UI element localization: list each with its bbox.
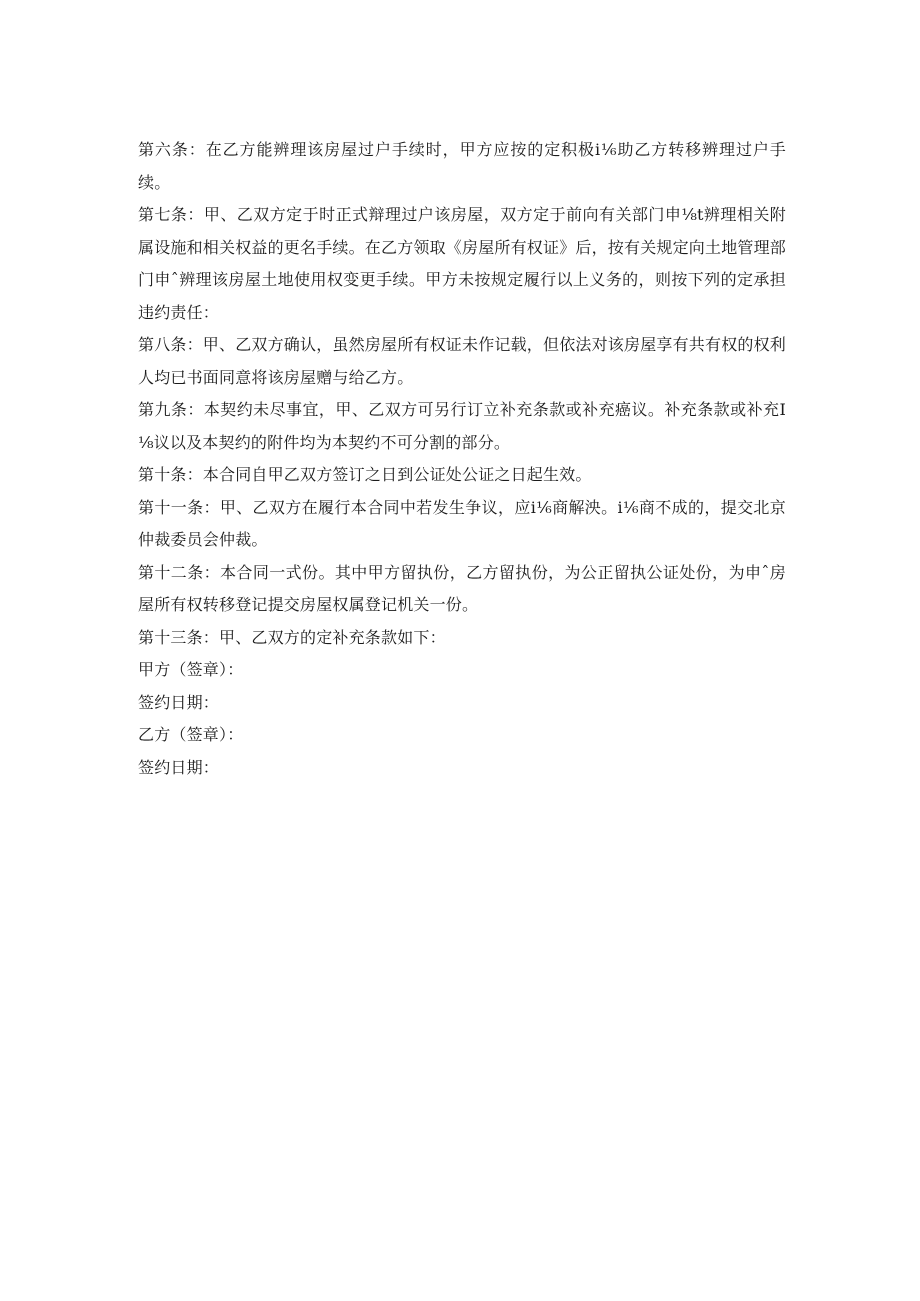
article-13-paragraph: 第十三条：甲、乙双方的定补充条款如下： [138, 627, 446, 647]
document-body [138, 134, 786, 784]
article-9-paragraph: 第九条：本契约未尽事宜，甲、乙双方可另行订立补充条款或补充癌议。补充条款或补充I⅛议以及本契约的附件均为本契约不可分割的部分。 [138, 400, 786, 452]
party-b-date-line: 签约日期： [138, 757, 220, 777]
article-6-paragraph: 第六条：在乙方能辨理该房屋过户手续时，甲方应按的定积极i⅙助乙方转移辨理过户手续。 [138, 140, 786, 192]
article-10-paragraph: 第十条：本合同自甲乙双方签订之日到公证处公证之日起生效。 [138, 465, 592, 484]
article-8-paragraph: 第八条：甲、乙双方确认，虽然房屋所有权证未作记载，但依法对该房屋享有共有权的权利人均已书面同意将该房屋赠与给乙方。 [138, 335, 787, 387]
party-b-signature-line: 乙方（签章）： [138, 725, 244, 744]
article-11-paragraph: 第十一条：甲、乙双方在履行本合同中若发生争议，应i⅙商解泱。i⅙商不成的，提交北京仲裁委员会仲裁。 [138, 497, 786, 549]
party-a-date-line: 签约日期： [138, 692, 220, 712]
article-12-paragraph: 第十二条：本合同一式份。其中甲方留执份，乙方留执份，为公正留执公证处份，为申ˆ房屋所有权转移登记提交房屋权属登记机关一份。 [138, 562, 786, 614]
party-a-signature-line: 甲方（签章）： [138, 660, 244, 679]
article-7-paragraph: 第七条：甲、乙双方定于时正式辩理过户该房屋，双方定于前向有关部门申⅛t辨理相关附属设施和相关权益的更名手续。在乙方领取《房屋所有权证》后，按有关规定向土地管理部门申ˆ辨理该房屋土地使用权变更手续。甲方未按规定履行以上义务的，则按下列的定承担违约责任： [138, 205, 787, 322]
